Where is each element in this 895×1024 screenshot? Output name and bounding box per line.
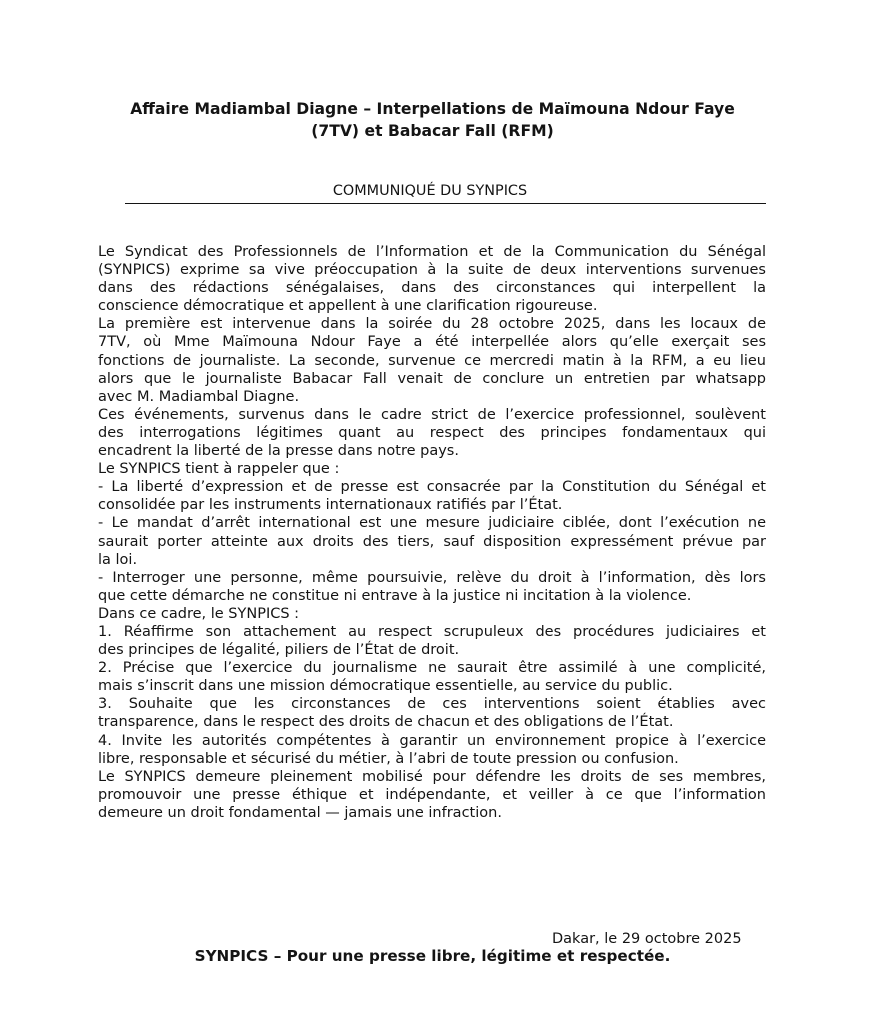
body-line: Le Syndicat des Professionnels de l’Information et de la Communication du Sénégal [98, 244, 766, 260]
body-line: conscience démocratique et appellent à une clarification rigoureuse. [98, 298, 598, 315]
body-line: (SYNPICS) exprime sa vive préoccupation à la suite de deux interventions survenues [98, 262, 766, 279]
subtitle-underline [125, 181, 766, 204]
body-line: 7TV, où Mme Maïmouna Ndour Faye a été interpellée alors qu’elle exerçait ses [98, 334, 766, 351]
body-line: 2. Précise que l’exercice du journalisme ne saurait être assimilé à une complicité, [98, 660, 766, 677]
communique-body [98, 243, 766, 822]
body-line: 3. Souhaite que les circonstances de ces interventions soient établies avec [98, 696, 766, 713]
body-line: Le SYNPICS demeure pleinement mobilisé pour défendre les droits de ses membres, [98, 768, 766, 785]
body-line: 1. Réaffirme son attachement au respect scrupuleux des procédures judiciaires et [98, 623, 766, 640]
body-line: - La liberté d’expression et de presse est consacrée par la Constitution du Sénégal et [98, 479, 766, 496]
document-title [100, 98, 765, 142]
body-line: La première est intervenue dans la soirée du 28 octobre 2025, dans les locaux de [98, 316, 766, 333]
body-line: saurait porter atteinte aux droits des tiers, sauf disposition expressément prévue par [98, 533, 766, 550]
body-line: Ces événements, survenus dans le cadre strict de l’exercice professionnel, soulèvent [98, 406, 766, 423]
body-line: avec M. Madiambal Diagne. [98, 388, 300, 405]
title-line-1: Affaire Madiambal Diagne – Interpellations de Maïmouna Ndour Faye [130, 100, 735, 118]
title-line-2: (7TV) et Babacar Fall (RFM) [311, 122, 554, 140]
body-line: la loi. [98, 551, 138, 568]
body-line: des principes de légalité, piliers de l’État de droit. [98, 642, 460, 659]
communique-heading: COMMUNIQUÉ DU SYNPICS [332, 183, 528, 199]
signature-line: SYNPICS – Pour une presse libre, légitime et respectée. [194, 947, 671, 965]
body-line: transparence, dans le respect des droits de chacun et des obligations de l’État. [98, 714, 674, 731]
body-line: mais s’inscrit dans une mission démocratique essentielle, au service du public. [98, 678, 673, 695]
body-line: Dans ce cadre, le SYNPICS : [98, 605, 300, 622]
body-line: - Le mandat d’arrêt international est une mesure judiciaire ciblée, dont l’exécution ne [98, 515, 766, 532]
body-line: consolidée par les instruments internationaux ratifiés par l’État. [98, 497, 563, 514]
body-line: des interrogations légitimes quant au respect des principes fondamentaux qui [98, 424, 766, 441]
body-line: libre, responsable et sécurisé du métier, à l’abri de toute pression ou confusion. [98, 750, 679, 767]
body-line: demeure un droit fondamental — jamais une infraction. [98, 804, 502, 821]
body-line: que cette démarche ne constitue ni entrave à la justice ni incitation à la violence. [98, 587, 692, 604]
body-line: - Interroger une personne, même poursuivie, relève du droit à l’information, dès lors [98, 569, 766, 586]
body-line: alors que le journaliste Babacar Fall venait de conclure un entretien par whatsapp [98, 370, 766, 387]
date-line: Dakar, le 29 octobre 2025 [552, 931, 742, 947]
body-line: fonctions de journaliste. La seconde, survenue ce mercredi matin à la RFM, a eu lieu [98, 352, 766, 369]
body-line: encadrent la liberté de la presse dans notre pays. [98, 443, 459, 460]
body-line: promouvoir une presse éthique et indépendante, et veiller à ce que l’information [98, 786, 766, 803]
body-line: 4. Invite les autorités compétentes à garantir un environnement propice à l’exercice [98, 732, 766, 749]
body-line: dans des rédactions sénégalaises, dans des circonstances qui interpellent la [98, 280, 766, 297]
body-line: Le SYNPICS tient à rappeler que : [98, 461, 340, 478]
